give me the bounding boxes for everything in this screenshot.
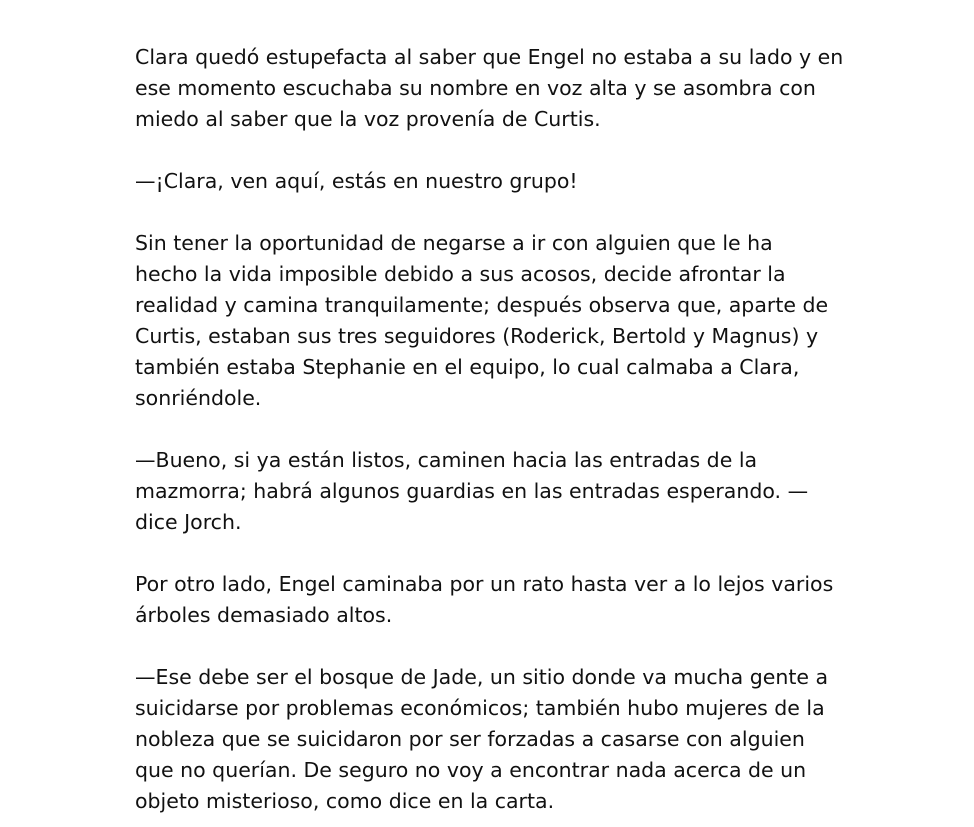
paragraph-5 (135, 569, 855, 631)
paragraph-gap (135, 414, 855, 445)
text-line: Curtis, estaban sus tres seguidores (Roderick, Bertold y Magnus) y (135, 324, 819, 348)
text-line: Sin tener la oportunidad de negarse a ir con alguien que le ha (135, 231, 773, 255)
text-line: objeto misterioso, como dice en la carta. (135, 789, 555, 813)
text-line: también estaba Stephanie en el equipo, lo cual calmaba a Clara, (135, 355, 800, 379)
text-line: mazmorra; habrá algunos guardias en las entradas esperando. — (135, 479, 809, 503)
paragraph-4 (135, 445, 855, 538)
text-line: —Bueno, si ya están listos, caminen hacia las entradas de la (135, 448, 758, 472)
text-line: árboles demasiado altos. (135, 603, 393, 627)
text-line: ese momento escuchaba su nombre en voz alta y se asombra con (135, 76, 816, 100)
paragraph-3 (135, 228, 855, 414)
text-line: que no querían. De seguro no voy a encontrar nada acerca de un (135, 758, 807, 782)
paragraph-gap (135, 135, 855, 166)
text-line: —Ese debe ser el bosque de Jade, un sitio donde va mucha gente a (135, 665, 829, 689)
text-line: nobleza que se suicidaron por ser forzadas a casarse con alguien (135, 727, 805, 751)
text-line: dice Jorch. (135, 510, 242, 534)
text-line: suicidarse por problemas económicos; también hubo mujeres de la (135, 696, 825, 720)
paragraph-6 (135, 662, 855, 817)
text-line: Por otro lado, Engel caminaba por un rato hasta ver a lo lejos varios (135, 572, 834, 596)
paragraph-1 (135, 42, 855, 135)
text-line: realidad y camina tranquilamente; después observa que, aparte de (135, 293, 829, 317)
document-body (135, 42, 855, 817)
text-line: sonriéndole. (135, 386, 262, 410)
text-line: hecho la vida imposible debido a sus acosos, decide afrontar la (135, 262, 786, 286)
paragraph-2 (135, 166, 855, 197)
text-line: miedo al saber que la voz provenía de Curtis. (135, 107, 601, 131)
paragraph-gap (135, 538, 855, 569)
text-line: Clara quedó estupefacta al saber que Engel no estaba a su lado y en (135, 45, 844, 69)
paragraph-gap (135, 197, 855, 228)
text-line: —¡Clara, ven aquí, estás en nuestro grupo! (135, 169, 578, 193)
paragraph-gap (135, 631, 855, 662)
